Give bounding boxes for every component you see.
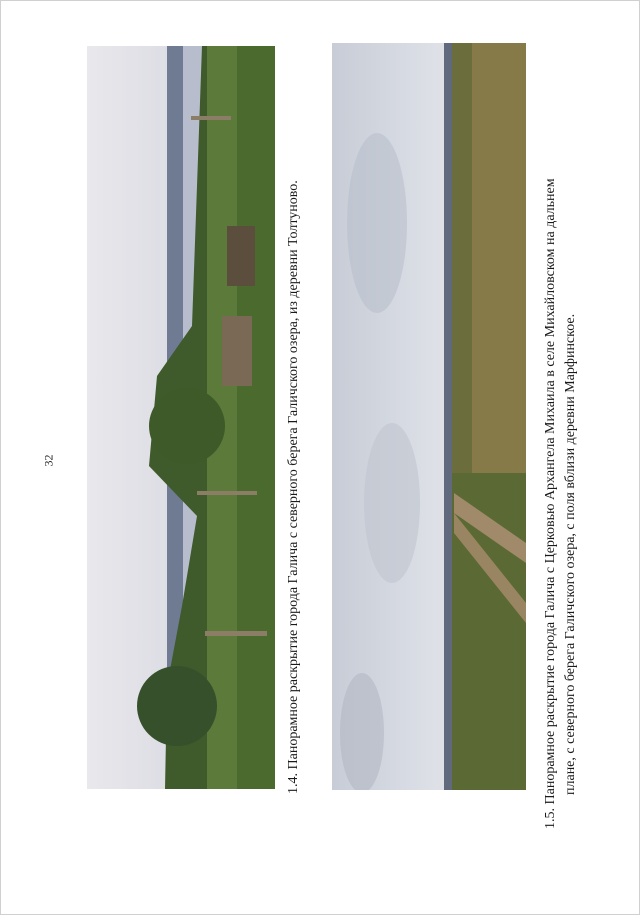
- panorama-photo-toltunovo-image: [87, 46, 275, 789]
- panorama-photo-marfinskoe: [332, 43, 526, 790]
- panorama-photo-marfinskoe-image: [332, 43, 526, 790]
- caption-figure-1-5-line-1: 1.5. Панорамное раскрытие города Галича с Церковью Архангела Михаила в селе Михайловском на дальнем: [543, 178, 558, 829]
- caption-figure-1-5-line-2: плане, с северного берега Галичского озера, с поля вблизи деревни Марфинское.: [563, 313, 578, 795]
- page-number: 32: [41, 454, 56, 467]
- caption-figure-1-4-text: 1.4. Панорамное раскрытие города Галича с северного берега Галичского озера, из деревни Толтуново.: [286, 180, 301, 794]
- panorama-photo-toltunovo: [87, 46, 275, 789]
